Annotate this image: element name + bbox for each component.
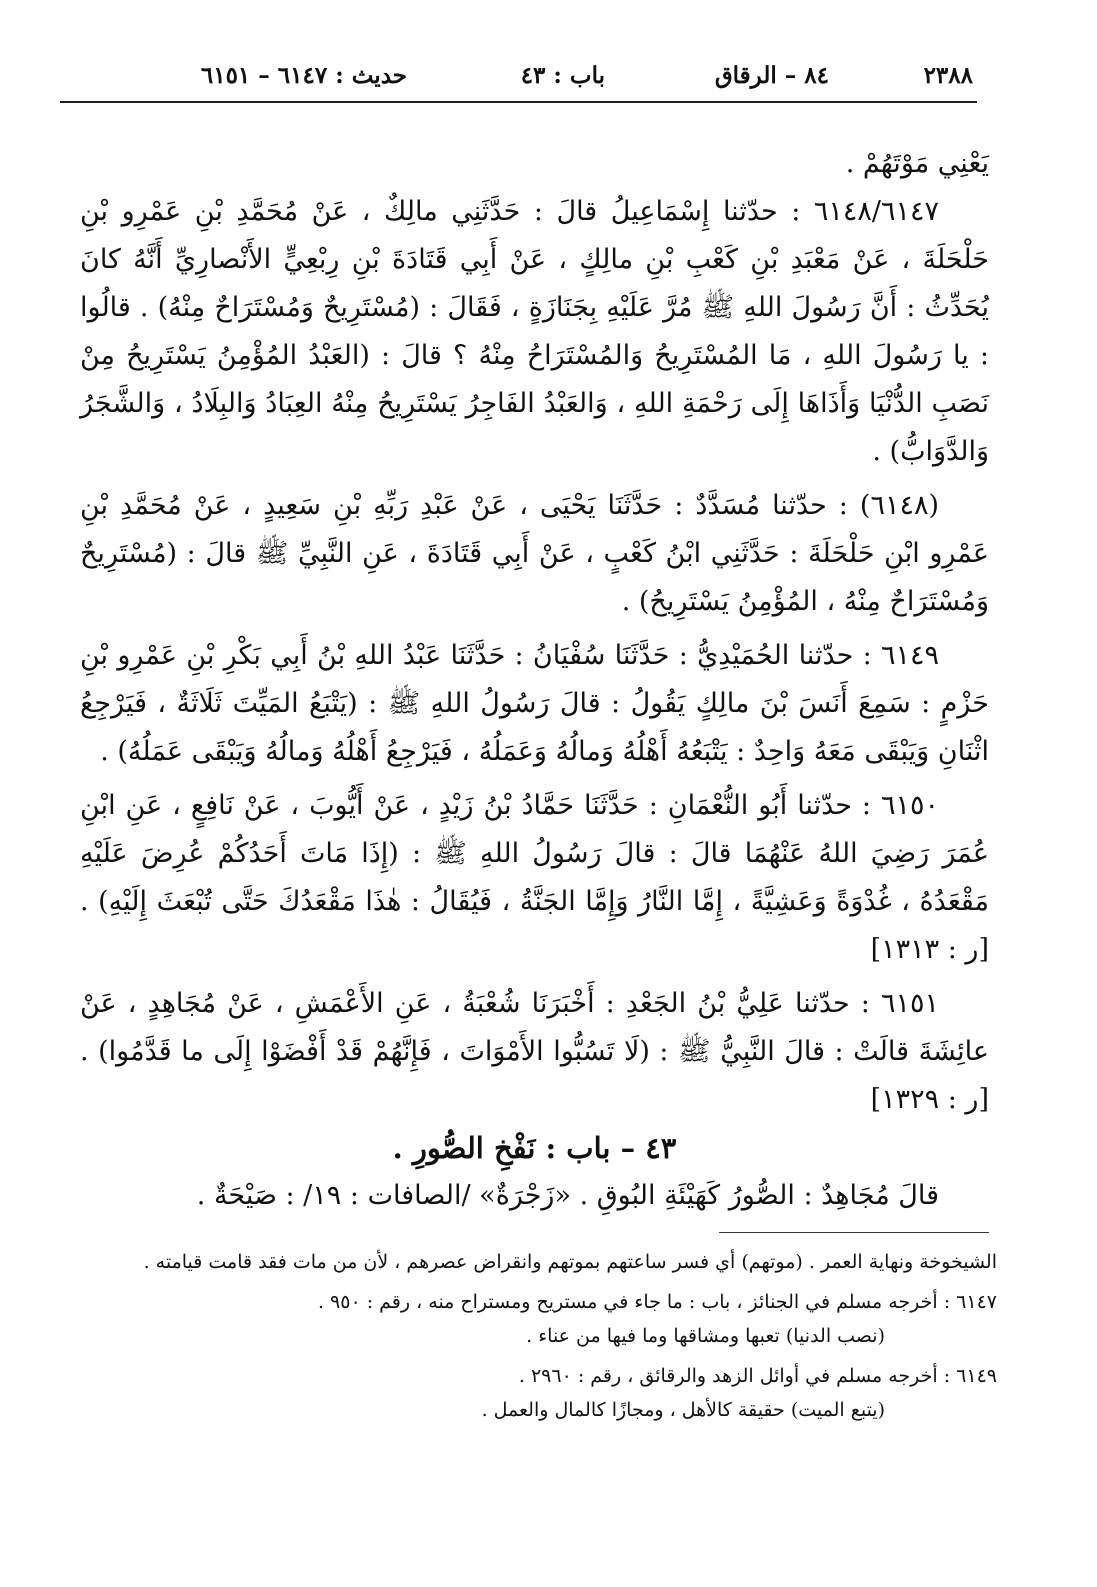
mujahid-note: قالَ مُجَاهِدٌ : الصُّورُ كَهَيْئَةِ البُوقِ . «زَجْرَةٌ» /الصافات : ١٩/ : صَيْحَةٌ . xyxy=(196,1180,939,1211)
header-divider xyxy=(60,101,977,103)
chapter-number: باب : ٤٣ xyxy=(520,62,605,89)
hadith-6150: ٦١٥٠ : حدّثنا أَبُو النُّعْمَانِ : حَدَّثَنَا حَمَّادُ بْنُ زَيْدٍ ، عَنْ أَيُّوبَ ، عَنْ نَافِعٍ ، عَنِ ابْنِ عُمَرَ رَضِيَ اللهُ عَنْهُمَا قالَ : قالَ رَسُولُ اللهِ ﷺ : (إِذَا مَاتَ أَحَدُكُمْ عُرِضَ عَلَيْهِ مَقْعَدُهُ ، غُدْوَةً وَعَشِيَّةً ، إِمَّا النَّارُ وَإِمَّا الجَنَّةُ ، فَيُقَالُ : هٰذَا مَقْعَدُكَ حَتَّى تُبْعَثَ إِلَيْهِ) . [ر : ١٣١٣] xyxy=(80,790,989,965)
footnote-continuation: الشيخوخة ونهاية العمر . (موتهم) أي فسر ساعتهم بموتهم وانقراض عصرهم ، لأن من مات فقد قامت قيامته . xyxy=(143,1251,997,1273)
hadith-range: حديث : ٦١٤٧ – ٦١٥١ xyxy=(200,62,407,89)
footnote-divider xyxy=(719,1232,989,1233)
footnote-6147: ٦١٤٧ : أخرجه مسلم في الجنائز ، باب : ما جاء في مستريح ومستراح منه ، رقم : ٩٥٠ . xyxy=(317,1291,997,1313)
footnote-6149: ٦١٤٩ : أخرجه مسلم في أوائل الزهد والرقائق ، رقم : ٢٩٦٠ . xyxy=(518,1365,997,1387)
hadith-6148: (٦١٤٨) : حدّثنا مُسَدَّدٌ : حَدَّثَنَا يَحْيَى ، عَنْ عَبْدِ رَبِّهِ بْنِ سَعِيدٍ ، عَنْ مُحَمَّدِ بْنِ عَمْرِو ابْنِ حَلْحَلَةَ : حَدَّثَنِي ابْنُ كَعْبٍ ، عَنْ أَبِي قَتَادَةَ ، عَنِ النَّبِيِّ ﷺ قالَ : (مُسْتَرِيحٌ وَمُسْتَرَاحٌ مِنْهُ ، المُؤْمِنُ يَسْتَرِيحُ) . xyxy=(80,490,989,617)
hadith-6149: ٦١٤٩ : حدّثنا الحُمَيْدِيُّ : حَدَّثَنَا سُفْيَانُ : حَدَّثَنَا عَبْدُ اللهِ بْنُ أَبِي بَكْرِ بْنِ عَمْرِو بْنِ حَزْمٍ : سَمِعَ أَنَسَ بْنَ مالِكٍ يَقُولُ : قالَ رَسُولُ اللهِ ﷺ : (يَتْبَعُ المَيِّتَ ثَلَاثَةٌ ، فَيَرْجِعُ اثْنَانِ وَيَبْقَى مَعَهُ وَاحِدٌ : يَتْبَعُهُ أَهْلُهُ وَمالُهُ وَعَمَلُهُ ، فَيَرْجِعُ أَهْلُهُ وَمالُهُ وَيَبْقَى عَمَلُهُ) . xyxy=(80,640,989,767)
hadith-6151: ٦١٥١ : حدّثنا عَلِيُّ بْنُ الجَعْدِ : أَخْبَرَنَا شُعْبَةُ ، عَنِ الأَعْمَشِ ، عَنْ مُجَاهِدٍ ، عَنْ عائِشَةَ قالَتْ : قالَ النَّبِيُّ ﷺ : (لَا تَسُبُّوا الأَمْوَاتَ ، فَإِنَّهُمْ قَدْ أَفْضَوْا إِلَى ما قَدَّمُوا) . [ر : ١٣٢٩] xyxy=(80,988,989,1115)
footnote-6149-gloss: (يتبع الميت) حقيقة كالأهل ، ومجازًا كالمال والعمل . xyxy=(481,1399,885,1421)
continuation-line: يَعْنِي مَوْتَهُمْ . xyxy=(845,148,989,179)
chapter-heading: ٤٣ – باب : نَفْخِ الصُّورِ . xyxy=(392,1131,677,1165)
page-number: ٢٣٨٨ xyxy=(923,62,973,89)
main-text xyxy=(80,140,989,1220)
footnotes xyxy=(78,1245,997,1427)
footnote-6147-gloss: (نصب الدنيا) تعبها ومشاقها وما فيها من عناء . xyxy=(526,1325,885,1347)
book-title: ٨٤ – الرقاق xyxy=(714,62,829,89)
hadith-6147: ٦١٤٨/٦١٤٧ : حدّثنا إِسْمَاعِيلُ قالَ : حَدَّثَنِي مالِكٌ ، عَنْ مُحَمَّدِ بْنِ عَمْرِو بْنِ حَلْحَلَةَ ، عَنْ مَعْبَدِ بْنِ كَعْبِ بْنِ مالِكٍ ، عَنْ أَبِي قَتَادَةَ بْنِ رِبْعِيٍّ الأَنْصارِيِّ أَنَّهُ كانَ يُحَدِّثُ : أَنَّ رَسُولَ اللهِ ﷺ مُرَّ عَلَيْهِ بِجَنَازَةٍ ، فَقَالَ : (مُسْتَرِيحٌ وَمُسْتَرَاحٌ مِنْهُ) . قالُوا : يا رَسُولَ اللهِ ، مَا المُسْتَرِيحُ وَالمُسْتَرَاحُ مِنْهُ ؟ قالَ : (العَبْدُ المُؤْمِنُ يَسْتَرِيحُ مِنْ نَصَبِ الدُّنْيَا وَأَذَاهَا إِلَى رَحْمَةِ اللهِ ، وَالعَبْدُ الفَاجِرُ يَسْتَرِيحُ مِنْهُ العِبَادُ وَالبِلَادُ ، وَالشَّجَرُ وَالدَّوَابُّ) . xyxy=(80,196,989,467)
